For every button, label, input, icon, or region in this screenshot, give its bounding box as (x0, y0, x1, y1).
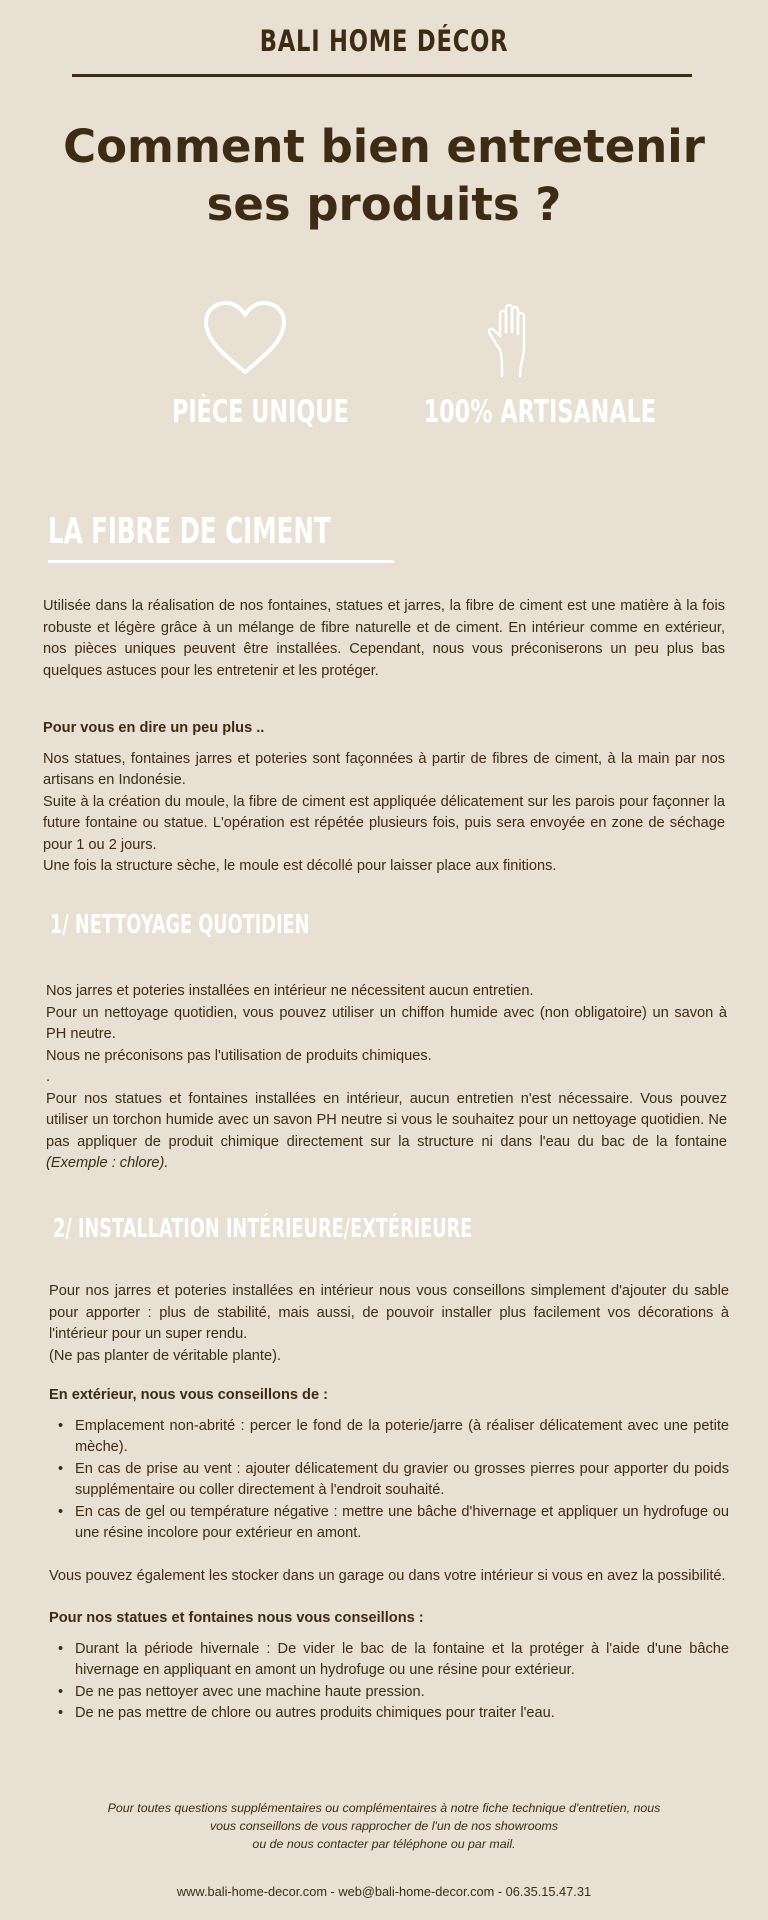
footer-note-line: Pour toutes questions supplémentaires ou complémentaires à notre fiche technique d'entretien, nous (107, 1801, 661, 1815)
footer-note-line: ou de nous contacter par téléphone ou par mail. (252, 1837, 516, 1851)
installation-note: (Ne pas planter de véritable plante). (49, 1347, 282, 1364)
fibre-paragraph: Suite à la création du moule, la fibre de ciment est appliquée délicatement sur les parois pour façonner la future fontaine ou statue. L'opération est répétée plusieurs fois, puis sera envoyée en zone de séchage pour 1 ou 2 jours. (43, 793, 725, 853)
list-item: • En cas de gel ou température négative : mettre une bâche d'hivernage et appliquer un hydrofuge ou une résine incolore pour extérieur en amont. (49, 1502, 729, 1545)
fibre-paragraph: Nos statues, fontaines jarres et poteries sont façonnées à partir de fibres de ciment, à la main par nos artisans en Indonésie. (43, 750, 725, 788)
list-item: • De ne pas mettre de chlore ou autres produits chimiques pour traiter l'eau. (49, 1703, 729, 1725)
hand-icon (486, 302, 534, 378)
storage-text: Vous pouvez également les stocker dans un garage ou dans votre intérieur si vous en avez la possibilité. (49, 1567, 726, 1584)
installation-content (49, 1281, 729, 1725)
contact-info: www.bali-home-decor.com - web@bali-home-decor.com - 06.35.15.47.31 (176, 1884, 592, 1899)
nettoyage-content (46, 981, 727, 1175)
list-item: • Emplacement non-abrité : percer le fond de la poterie/jarre (à réaliser délicatement avec une petite mèche). (49, 1416, 729, 1459)
nettoyage-line: . (46, 1069, 51, 1085)
heart-icon (203, 300, 287, 376)
installation-intro: Pour nos jarres et poteries installées en intérieur nous vous conseillons simplement d'ajouter du sable pour apporter : plus de stabilité, mais aussi, de pouvoir installer plus facilement vos décorations à l'intérieur pour un super rendu. (49, 1283, 729, 1342)
nettoyage-line: Nos jarres et poteries installées en intérieur ne nécessitent aucun entretien. (46, 983, 534, 999)
nettoyage-line: Nous ne préconisons pas l'utilisation de produits chimiques. (46, 1047, 432, 1064)
nettoyage-example: (Exemple : chlore). (46, 1155, 169, 1171)
statues-heading: Pour nos statues et fontaines nous vous conseillons : (49, 1610, 424, 1626)
title-line: Comment bien entretenir (63, 120, 705, 173)
feature-label-artisanale: 100% ARTISANALE (423, 394, 657, 430)
feature-label-unique: PIÈCE UNIQUE (172, 394, 349, 430)
list-item: • Durant la période hivernale : De vider le bac de la fontaine et la protéger à l'aide d'une bâche hivernage en appliquant en amont un hydrofuge ou une résine pour extérieur. (49, 1639, 729, 1682)
statues-list (49, 1639, 729, 1725)
title-line: ses produits ? (206, 178, 562, 231)
brand-name: BALI HOME DÉCOR (259, 24, 509, 58)
nettoyage-statues-paragraph (46, 1089, 727, 1175)
footer-note (40, 1799, 728, 1853)
page-title (0, 118, 768, 234)
nettoyage-line: Pour un nettoyage quotidien, vous pouvez utiliser un chiffon humide avec (non obligatoire) un savon à PH neutre. (46, 1004, 727, 1042)
fibre-subheading: Pour vous en dire un peu plus .. (43, 720, 265, 736)
section-title-nettoyage: 1/ NETTOYAGE QUOTIDIEN (50, 910, 310, 940)
section-title-installation: 2/ INSTALLATION INTÉRIEURE/EXTÉRIEURE (53, 1214, 473, 1244)
fibre-intro-text: Utilisée dans la réalisation de nos fontaines, statues et jarres, la fibre de ciment est une matière à la fois robuste et légère grâce à un mélange de fibre naturelle et de ciment. En intérieur comme en extérieur, nos pièces uniques peuvent être installées. Cependant, nous vous préconiserons un peu plus bas quelques astuces pour les entretenir et les protéger. (43, 598, 725, 679)
fibre-paragraph: Une fois la structure sèche, le moule est décollé pour laisser place aux finitions. (43, 858, 557, 874)
footer-note-line: vous conseillons de vous rapprocher de l'un de nos showrooms (209, 1819, 559, 1833)
exterior-heading: En extérieur, nous vous conseillons de : (49, 1387, 328, 1403)
exterior-list (49, 1416, 729, 1545)
fibre-details (43, 718, 725, 878)
list-item: • En cas de prise au vent : ajouter délicatement du gravier ou grosses pierres pour apporter du poids supplémentaire ou coller directement à l'endroit souhaité. (49, 1459, 729, 1502)
fibre-intro (43, 596, 725, 682)
brand-divider (72, 74, 692, 77)
section-divider (48, 560, 394, 563)
list-item: • De ne pas nettoyer avec une machine haute pression. (49, 1682, 729, 1704)
nettoyage-statues-text: Pour nos statues et fontaines installées en intérieur, aucun entretien n'est nécessaire. Vous pouvez utiliser un torchon humide avec un savon PH neutre si vous le souhaitez pour un nettoyage quotidien. Ne pas appliquer de produit chimique directement sur la structure ni dans l'eau du bac de la fontaine (46, 1090, 727, 1150)
section-title-fibre: LA FIBRE DE CIMENT (48, 511, 331, 552)
